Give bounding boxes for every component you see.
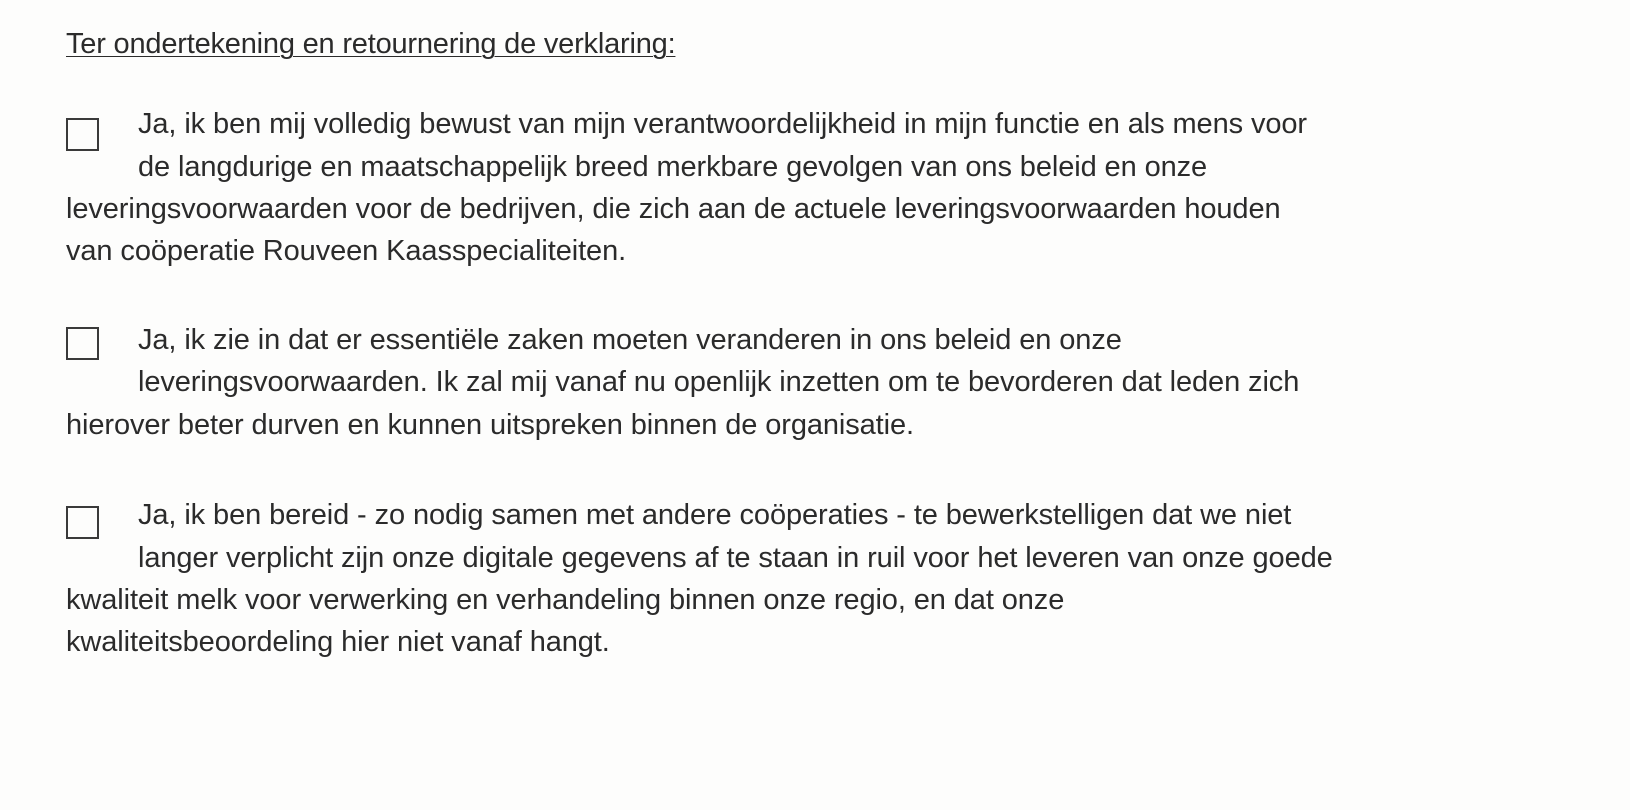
declaration-2-line-3: hierover beter durven en kunnen uitspreken binnen de organisatie. xyxy=(66,409,914,441)
declaration-3-line-3: kwaliteit melk voor verwerking en verhandeling binnen onze regio, en dat onze xyxy=(66,584,1065,616)
declaration-2-checkbox[interactable] xyxy=(66,327,99,360)
declaration-3-line-2: langer verplicht zijn onze digitale gegevens af te staan in ruil voor het leveren van onze goede xyxy=(138,542,1333,574)
declaration-2-line-2: leveringsvoorwaarden. Ik zal mij vanaf nu openlijk inzetten om te bevorderen dat leden zich xyxy=(138,366,1300,398)
declaration-3-line-1: Ja, ik ben bereid - zo nodig samen met andere coöperaties - te bewerkstelligen dat we niet xyxy=(138,499,1292,531)
declaration-2-line-1: Ja, ik zie in dat er essentiële zaken moeten veranderen in ons beleid en onze xyxy=(138,324,1122,356)
page-heading: Ter ondertekening en retournering de verklaring: xyxy=(66,28,676,60)
declaration-1-line-4: van coöperatie Rouveen Kaasspecialiteiten. xyxy=(66,235,627,267)
declaration-1-line-1: Ja, ik ben mij volledig bewust van mijn verantwoordelijkheid in mijn functie en als mens voor xyxy=(138,108,1307,140)
declaration-1-line-3: leveringsvoorwaarden voor de bedrijven, die zich aan de actuele leveringsvoorwaarden houden xyxy=(66,193,1281,225)
declaration-3-line-4: kwaliteitsbeoordeling hier niet vanaf hangt. xyxy=(66,626,610,658)
declaration-3-checkbox[interactable] xyxy=(66,506,99,539)
declaration-1-line-2: de langdurige en maatschappelijk breed merkbare gevolgen van ons beleid en onze xyxy=(138,151,1208,183)
declaration-1-checkbox[interactable] xyxy=(66,118,99,151)
